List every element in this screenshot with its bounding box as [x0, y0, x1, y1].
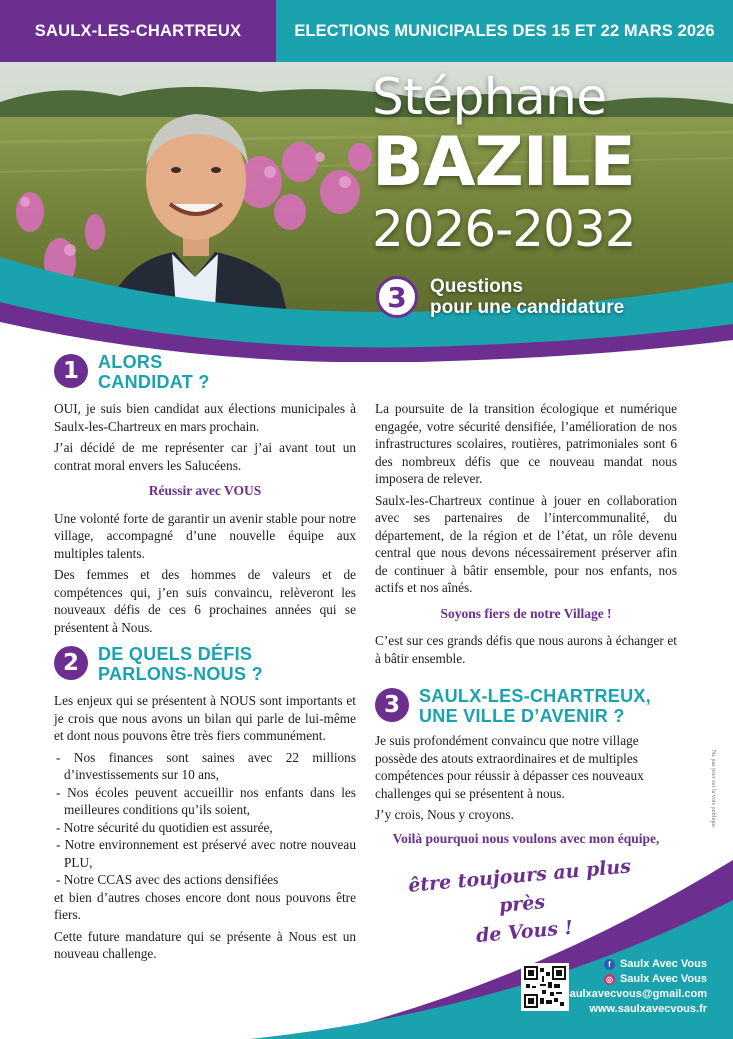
candidate-last-name: BAZILE	[372, 123, 635, 202]
list-item: - Notre CCAS avec des actions densifiées	[56, 872, 279, 887]
section-2-title-line-2: PARLONS-NOUS ?	[98, 664, 263, 684]
list-item: - Nos écoles peuvent accueillir nos enfants dans les meilleures conditions qu’ils soient,	[56, 784, 356, 817]
side-note: Ne pas jeter sur la voie publique	[710, 750, 716, 828]
section-3-title	[419, 686, 651, 726]
questions-number-badge: 3	[376, 276, 418, 318]
section-3-title-line-2: UNE VILLE D’AVENIR ?	[419, 706, 625, 726]
right-paragraph: Saulx-les-Chartreux continue à jouer en collaboration avec ses partenaires de l’intercommunalité, du département, de la région et de l’état, un rôle devenu central que nous devons nécessairement préserver afin de continuer à bâtir ensemble, pour nos enfants, nos actifs et nos aînés.	[375, 492, 677, 595]
section-1-title	[98, 352, 210, 392]
email-link[interactable]: saulxavecvous@gmail.com	[563, 988, 707, 1000]
section-3-number: 3	[375, 688, 409, 722]
header-band	[0, 0, 733, 62]
list-item: - Nos finances sont saines avec 22 millions d’investissements sur 10 ans,	[56, 749, 356, 782]
section-2-paragraph: et bien d’autres choses encore dont nous pouvons être fiers.	[54, 889, 356, 922]
contact-block	[564, 957, 707, 1017]
section-2-number: 2	[54, 646, 88, 680]
section-2-paragraph: Les enjeux qui se présentent à NOUS sont importants et je crois que nous avons un bilan qui parle de lui-même et dont nous pouvons être très fiers communément.	[54, 693, 356, 743]
slogan-line-2: de Vous !	[475, 916, 574, 948]
section-1-paragraph: J’ai décidé de me représenter car j’ai avant tout un contrat moral envers les Salucéens.	[54, 440, 356, 473]
section-1-paragraph: Des femmes et des hommes de valeurs et de compétences qui, j’en suis convaincu, relèveront les nouveaux défis de ces 6 prochaines années qui se présentent à Nous.	[54, 567, 356, 635]
right-subheading: Soyons fiers de notre Village !	[440, 605, 612, 621]
list-item: - Notre sécurité du quotidien est assurée,	[56, 819, 273, 835]
term-years: 2026-2032	[372, 200, 636, 258]
candidate-first-name: Stéphane	[372, 68, 607, 126]
instagram-link[interactable]	[564, 972, 707, 987]
facebook-label: Saulx Avec Vous	[619, 958, 707, 970]
qr-code-icon	[524, 966, 566, 1008]
right-paragraph: La poursuite de la transition écologique et numérique engagée, votre sécurité densifiée, l’amélioration de nos infrastructures scolaires, routières, patrimoniales sont 6 des nombreux défis que ce nouveau mandat nous imposera de relever.	[375, 401, 677, 486]
section-2-title-line-1: DE QUELS DÉFIS	[98, 644, 253, 664]
section-3-title-line-1: SAULX-LES-CHARTREUX,	[419, 686, 652, 706]
section-2-title	[98, 644, 263, 684]
section-3-paragraph: Je suis profondément convaincu que notre village possède des atouts extraordinaires et de multiples compétences pour réussir à dépasser ces nouveaux challenges qui se présentent à nous.	[375, 733, 644, 801]
facebook-link[interactable]	[564, 957, 707, 972]
right-paragraph: C’est sur ces grands défis que nous aurons à échanger et à bâtir ensemble.	[375, 633, 677, 666]
city-label: SAULX-LES-CHARTREUX	[0, 0, 276, 62]
section-2-paragraph: Cette future mandature qui se présente à Nous est un nouveau challenge.	[54, 928, 356, 961]
section-3-paragraph: J’y crois, Nous y croyons.	[375, 807, 514, 822]
instagram-icon: ◎	[604, 974, 615, 985]
election-label: ELECTIONS MUNICIPALES DES 15 ET 22 MARS 2026	[276, 0, 733, 62]
left-column	[54, 400, 356, 640]
section-1-paragraph: OUI, je suis bien candidat aux élections municipales à Saulx-les-Chartreux en mars prochain.	[54, 401, 356, 434]
questions-line-1: Questions	[430, 276, 523, 297]
website-link[interactable]: www.saulxavecvous.fr	[589, 1003, 707, 1015]
section-2-heading	[54, 644, 263, 684]
section-1-title-line-1: ALORS	[98, 352, 163, 372]
section-1-heading	[54, 352, 210, 392]
questions-banner	[376, 276, 624, 318]
section-1-title-line-2: CANDIDAT ?	[98, 372, 210, 392]
section-1-number: 1	[54, 354, 88, 388]
right-column	[375, 400, 677, 671]
section-3-body	[375, 732, 677, 857]
list-item: - Notre environnement est préservé avec notre nouveau PLU,	[56, 837, 356, 870]
section-1-subheading: Réussir avec VOUS	[148, 483, 262, 498]
section-3-closing: Voilà pourquoi nous voulons avec mon équipe,	[392, 830, 660, 846]
section-1-paragraph: Une volonté forte de garantir un avenir stable pour notre village, accompagné d’une nouvelle équipe aux multiples talents.	[54, 510, 356, 561]
instagram-label: Saulx Avec Vous	[619, 973, 707, 985]
questions-label	[430, 276, 624, 318]
qr-code[interactable]	[521, 963, 569, 1011]
facebook-icon: f	[604, 959, 615, 970]
section-3-heading	[375, 686, 651, 726]
questions-line-2: pour une candidature	[430, 297, 625, 318]
slogan-line-1: être toujours au plus près	[407, 855, 632, 917]
